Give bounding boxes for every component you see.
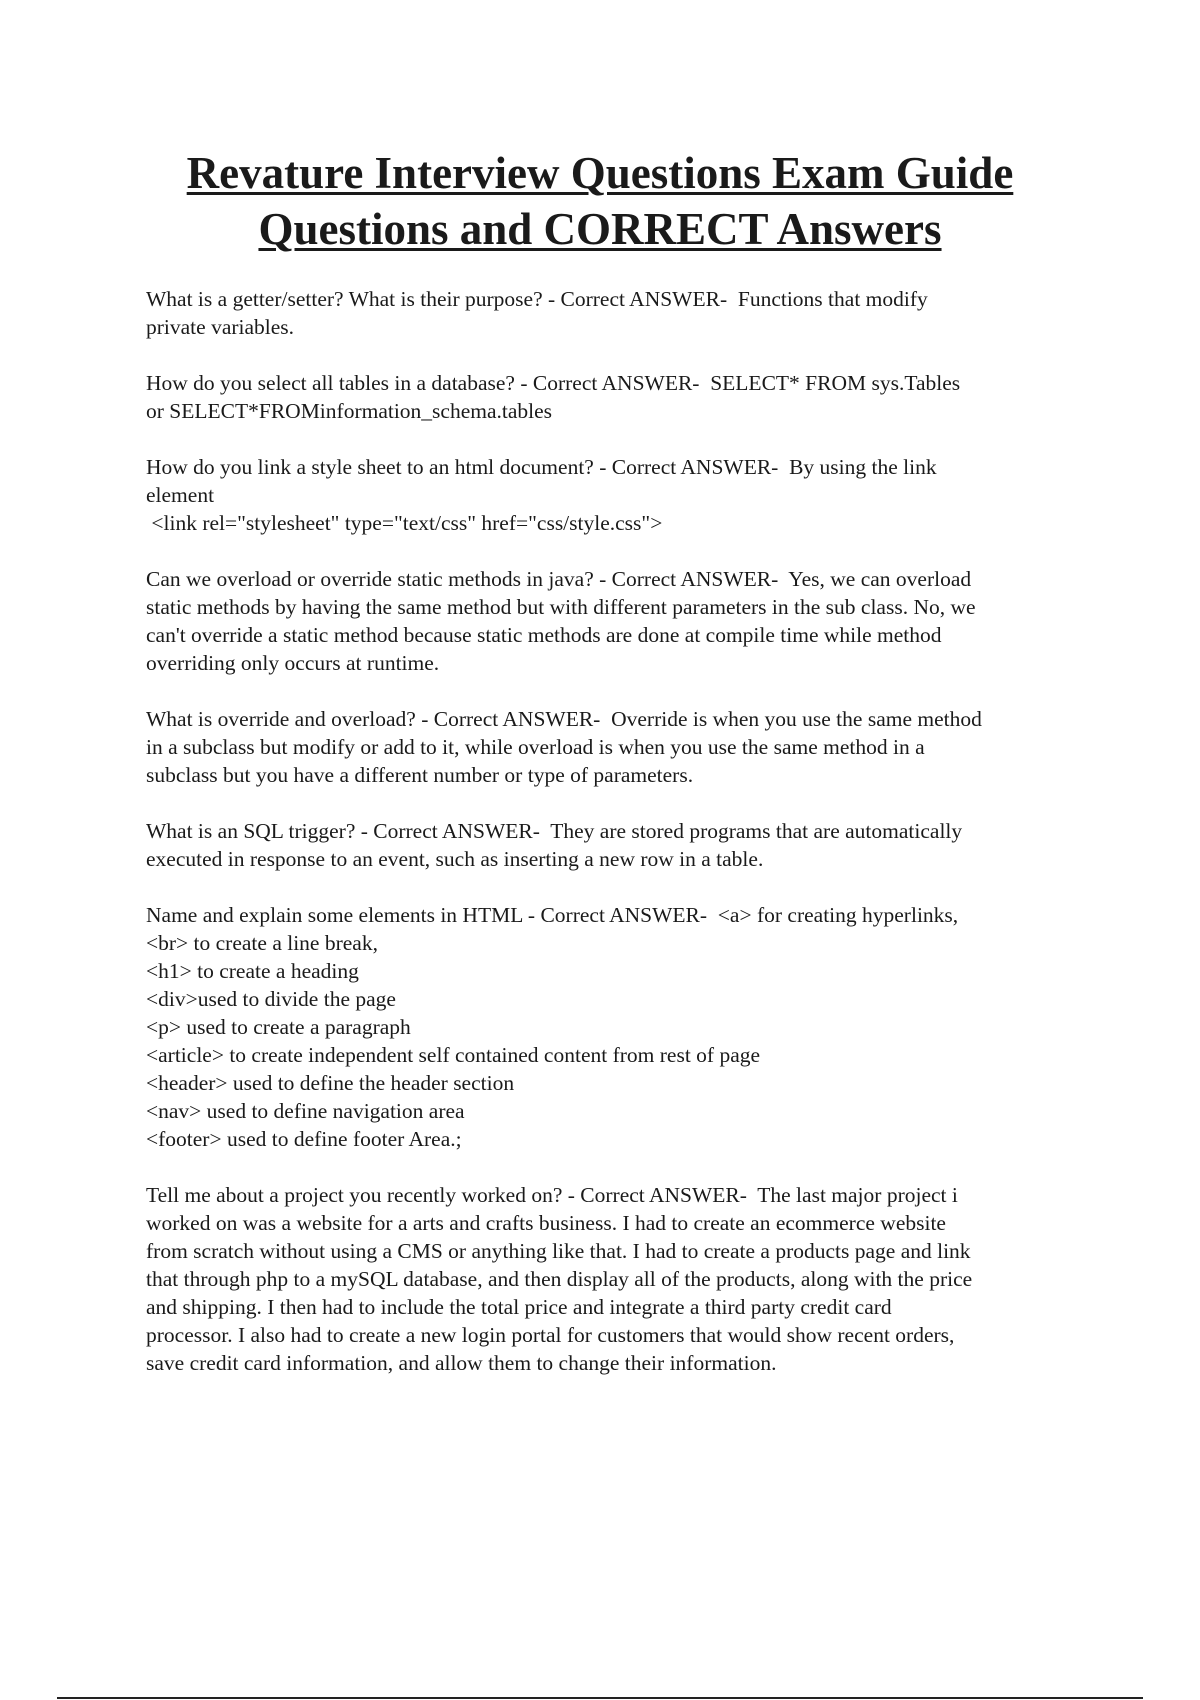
text-line: How do you link a style sheet to an html document? - Correct ANSWER- By using the link — [146, 455, 937, 479]
text-line: private variables. — [146, 315, 295, 339]
text-line: <p> used to create a paragraph — [146, 1015, 411, 1039]
text-line: can't override a static method because static methods are done at compile time while method — [146, 623, 942, 647]
text-line: processor. I also had to create a new login portal for customers that would show recent orders, — [146, 1323, 955, 1347]
qa-item-style-sheet — [146, 453, 1096, 537]
text-line: element — [146, 483, 215, 507]
footer-divider — [57, 1697, 1143, 1699]
text-line: executed in response to an event, such as inserting a new row in a table. — [146, 847, 764, 871]
text-line: <header> used to define the header section — [146, 1071, 515, 1095]
text-line: What is override and overload? - Correct ANSWER- Override is when you use the same method — [146, 707, 982, 731]
qa-item-getter-setter — [146, 285, 1096, 341]
text-line: What is a getter/setter? What is their purpose? - Correct ANSWER- Functions that modify — [146, 287, 928, 311]
text-line: <br> to create a line break, — [146, 931, 378, 955]
qa-item-static-methods — [146, 565, 1096, 677]
text-line: or SELECT*FROMinformation_schema.tables — [146, 399, 553, 423]
qa-item-recent-project — [146, 1181, 1096, 1377]
text-line: worked on was a website for a arts and crafts business. I had to create an ecommerce website — [146, 1211, 946, 1235]
text-line: How do you select all tables in a database? - Correct ANSWER- SELECT* FROM sys.Tables — [146, 371, 961, 395]
qa-list — [146, 285, 1096, 1405]
text-line: <h1> to create a heading — [146, 959, 359, 983]
text-line: static methods by having the same method but with different parameters in the sub class. No, we — [146, 595, 976, 619]
text-line: overriding only occurs at runtime. — [146, 651, 440, 675]
text-line: <footer> used to define footer Area.; — [146, 1127, 462, 1151]
text-line: subclass but you have a different number or type of parameters. — [146, 763, 694, 787]
title-line-2: Questions and CORRECT Answers — [258, 204, 942, 254]
text-line: save credit card information, and allow them to change their information. — [146, 1351, 777, 1375]
qa-item-override-overload — [146, 705, 1096, 789]
qa-item-html-elements — [146, 901, 1096, 1153]
text-line: Name and explain some elements in HTML - Correct ANSWER- <a> for creating hyperlinks, — [146, 903, 959, 927]
text-line: from scratch without using a CMS or anything like that. I had to create a products page and link — [146, 1239, 971, 1263]
text-line: <article> to create independent self contained content from rest of page — [146, 1043, 761, 1067]
text-line: What is an SQL trigger? - Correct ANSWER- They are stored programs that are automatically — [146, 819, 963, 843]
document-title — [100, 145, 1100, 257]
text-line: that through php to a mySQL database, and then display all of the products, along with the price — [146, 1267, 973, 1291]
title-line-1: Revature Interview Questions Exam Guide — [186, 148, 1014, 198]
text-line: <div>used to divide the page — [146, 987, 396, 1011]
text-line: <nav> used to define navigation area — [146, 1099, 465, 1123]
qa-item-select-tables — [146, 369, 1096, 425]
qa-item-sql-trigger — [146, 817, 1096, 873]
text-line: <link rel="stylesheet" type="text/css" href="css/style.css"> — [146, 511, 663, 535]
text-line: and shipping. I then had to include the total price and integrate a third party credit card — [146, 1295, 892, 1319]
text-line: Can we overload or override static methods in java? - Correct ANSWER- Yes, we can overload — [146, 567, 972, 591]
text-line: Tell me about a project you recently worked on? - Correct ANSWER- The last major project i — [146, 1183, 958, 1207]
text-line: in a subclass but modify or add to it, while overload is when you use the same method in a — [146, 735, 925, 759]
